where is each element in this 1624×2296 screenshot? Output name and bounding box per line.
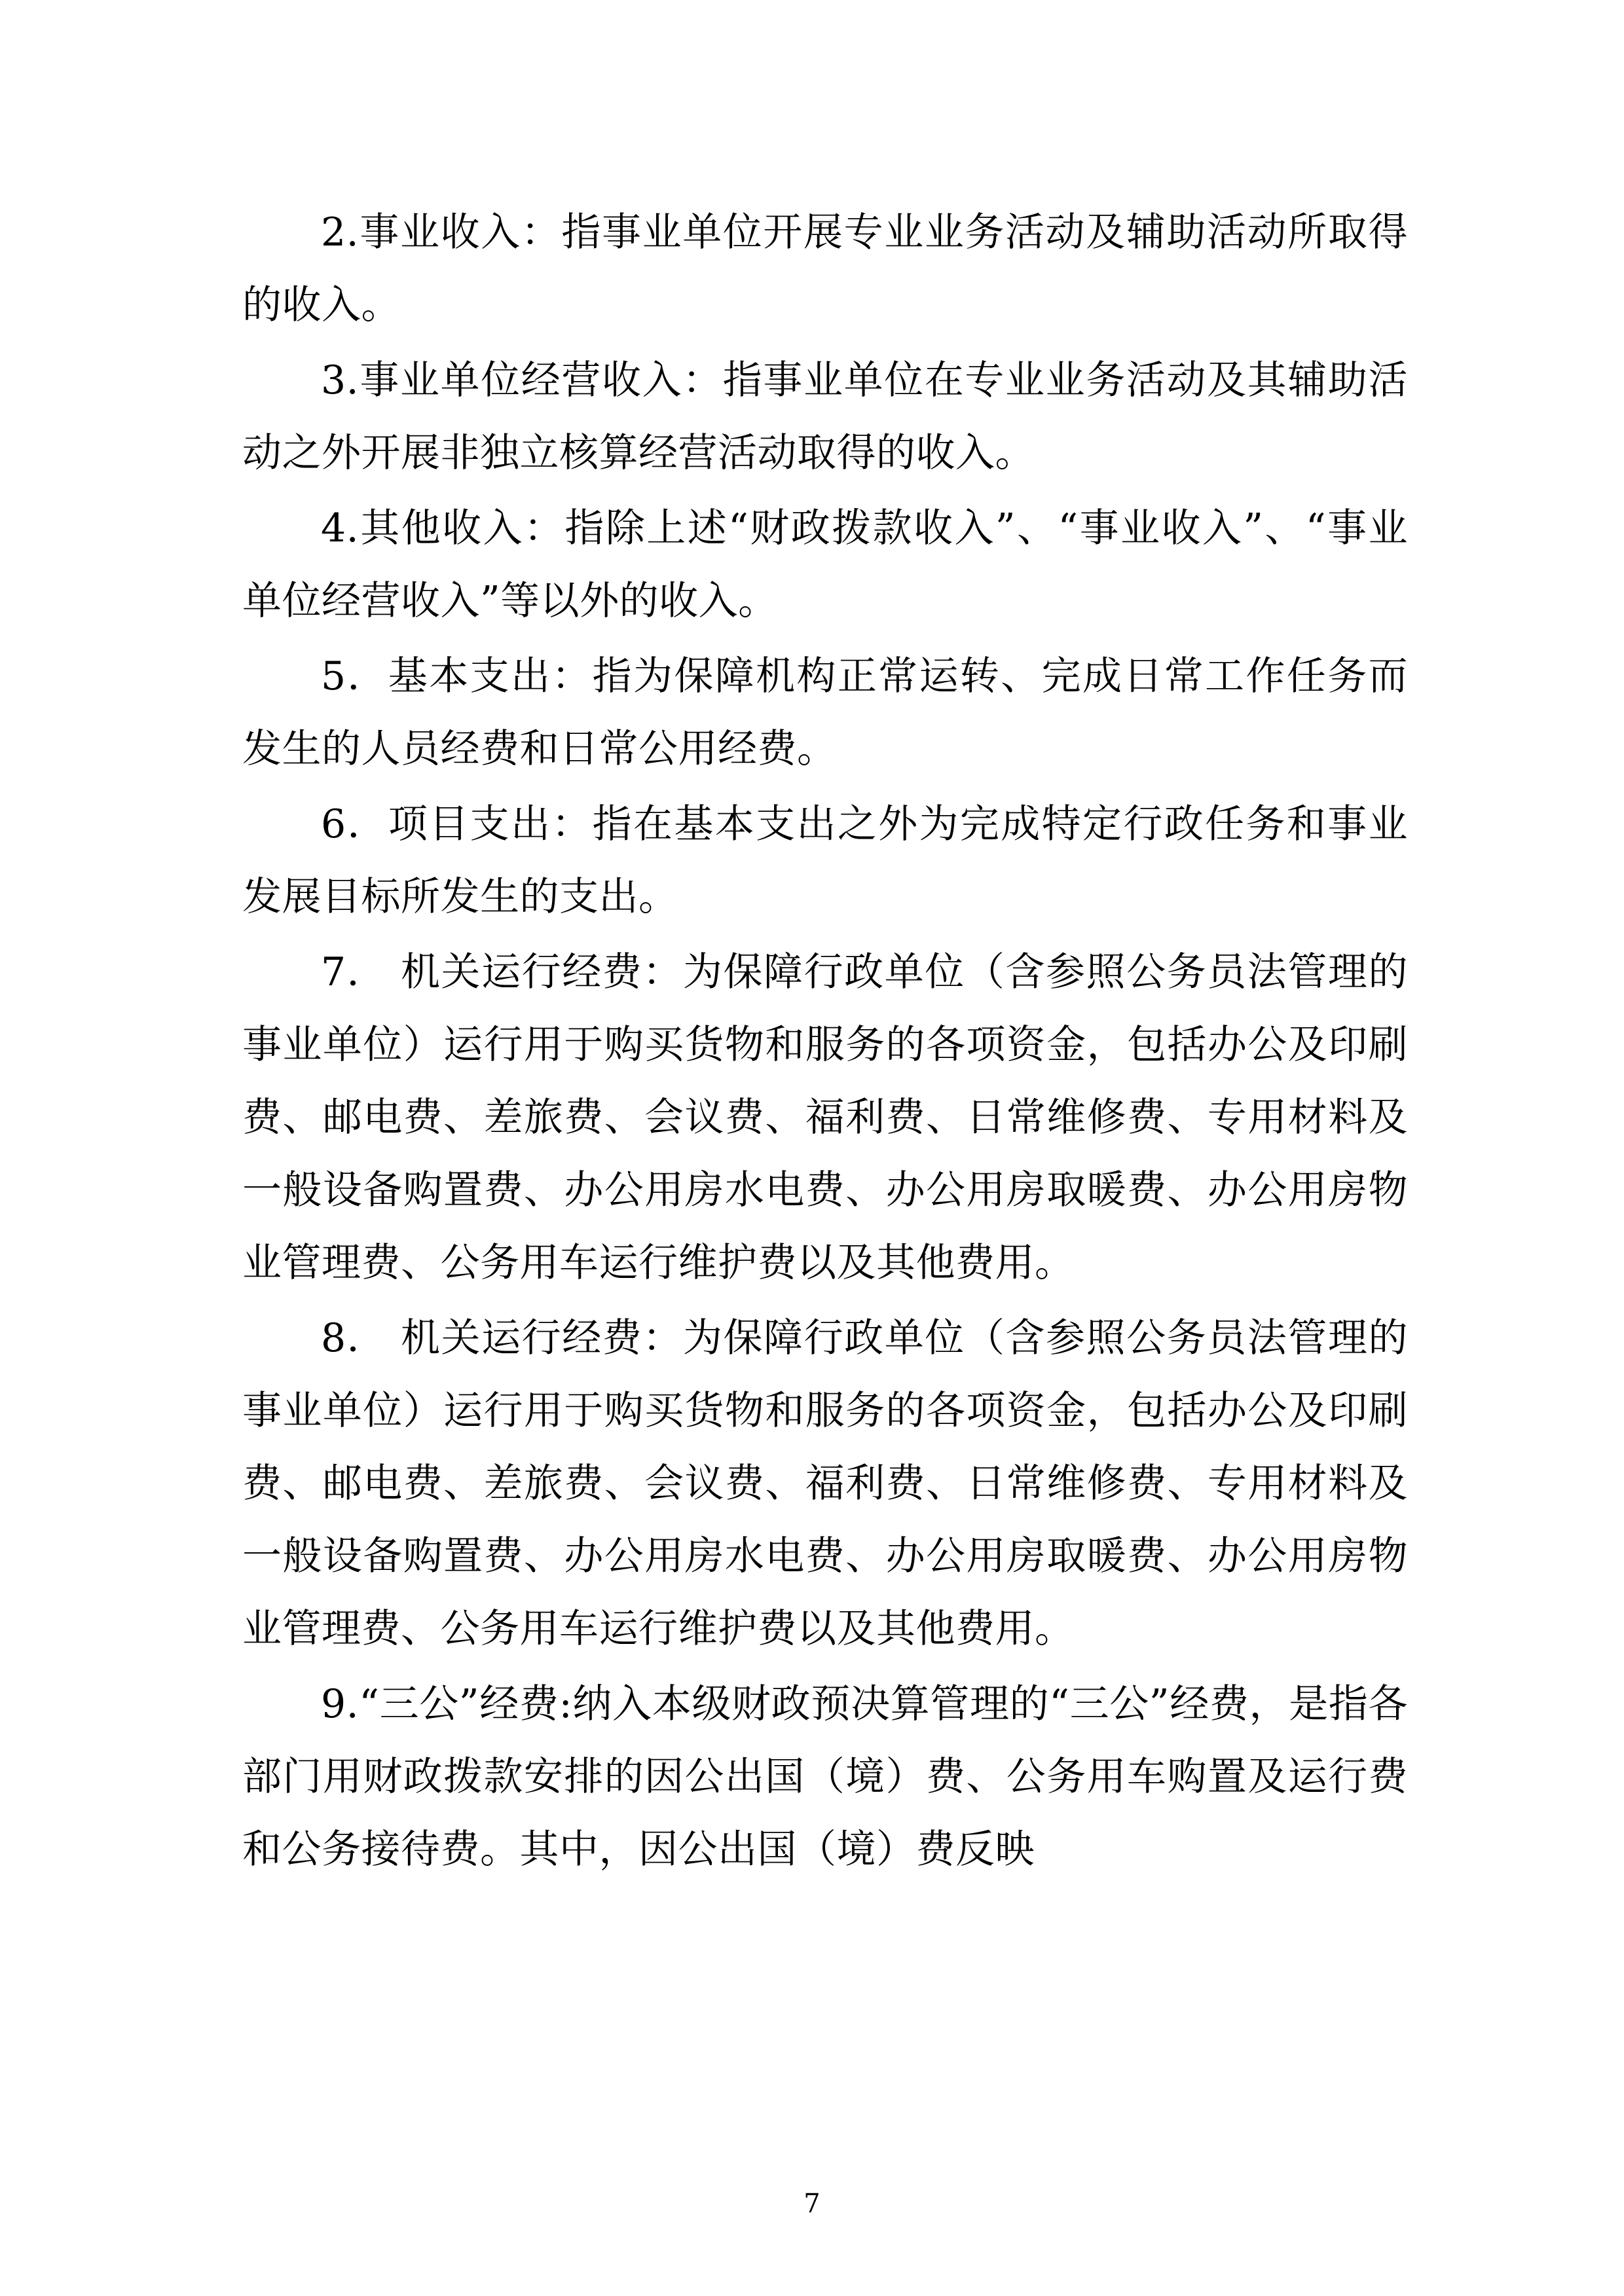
paragraph-item-6: 6．项目支出：指在基本支出之外为完成特定行政任务和事业发展目标所发生的支出。 (242, 801, 1408, 920)
paragraph-item-3: 3.事业单位经营收入：指事业单位在专业业务活动及其辅助活动之外开展非独立核算经营活动取得的收入。 (242, 357, 1408, 476)
paragraph-item-9: 9.“三公”经费:纳入本级财政预决算管理的“三公”经费，是指各部门用财政拨款安排的因公出国（境）费、公务用车购置及运行费和公务接待费。其中，因公出国（境）费反映 (242, 1681, 1408, 1872)
paragraph-item-4: 4.其他收入：指除上述“财政拨款收入”、“事业收入”、“事业单位经营收入”等以外的收入。 (242, 505, 1408, 624)
document-body (242, 196, 1408, 1886)
paragraph-item-2: 2.事业收入：指事业单位开展专业业务活动及辅助活动所取得的收入。 (242, 210, 1408, 328)
paragraph-item-7: 7． 机关运行经费：为保障行政单位（含参照公务员法管理的事业单位）运行用于购买货物和服务的各项资金，包括办公及印刷费、邮电费、差旅费、会议费、福利费、日常维修费、专用材料及一般设备购置费、办公用房水电费、办公用房取暖费、办公用房物业管理费、公务用车运行维护费以及其他费用。 (242, 949, 1408, 1286)
page-number: 7 (803, 2189, 821, 2219)
paragraph-item-5: 5．基本支出：指为保障机构正常运转、完成日常工作任务而发生的人员经费和日常公用经费。 (242, 653, 1408, 772)
paragraph-item-8: 8． 机关运行经费：为保障行政单位（含参照公务员法管理的事业单位）运行用于购买货物和服务的各项资金，包括办公及印刷费、邮电费、差旅费、会议费、福利费、日常维修费、专用材料及一般设备购置费、办公用房水电费、办公用房取暖费、办公用房物业管理费、公务用车运行维护费以及其他费用。 (242, 1315, 1408, 1652)
